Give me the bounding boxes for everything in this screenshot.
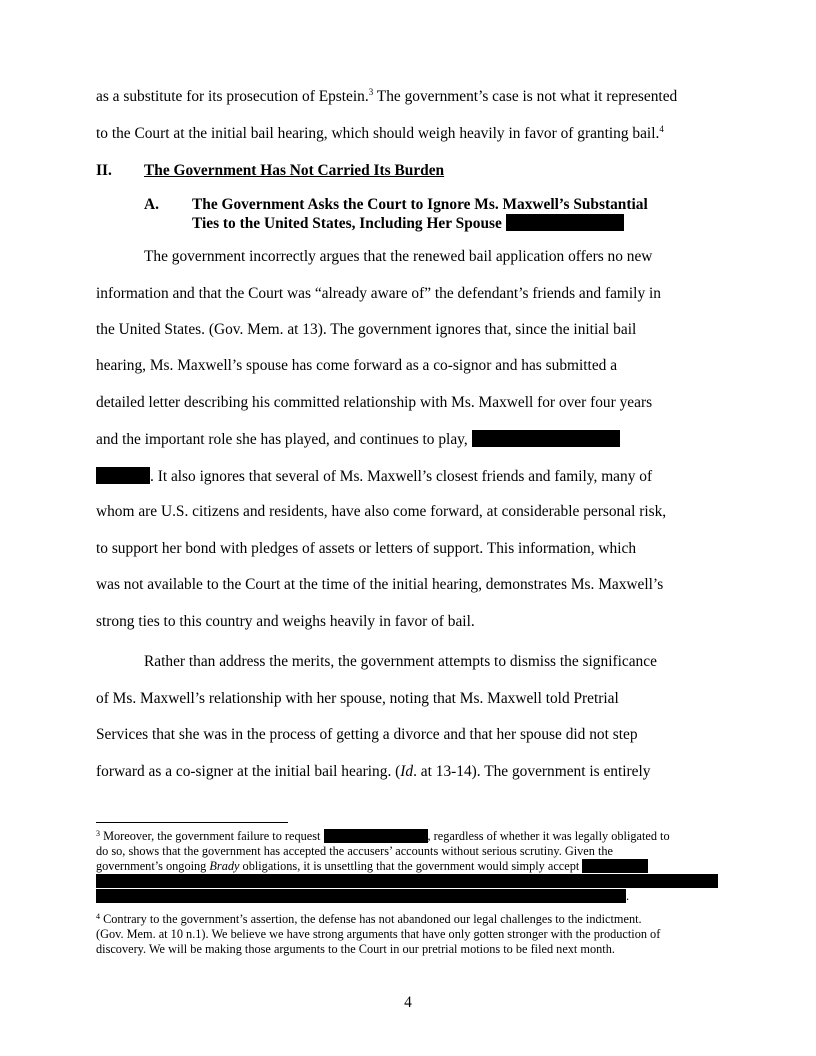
body-line: Rather than address the merits, the government attempts to dismiss the significance <box>144 653 657 670</box>
body-line: of Ms. Maxwell’s relationship with her spouse, noting that Ms. Maxwell told Pretrial <box>96 690 619 707</box>
body-line: to support her bond with pledges of assets or letters of support. This information, which <box>96 540 637 557</box>
footnote-line: (Gov. Mem. at 10 n.1). We believe we have strong arguments that have only gotten stronger with the production of <box>96 927 661 941</box>
body-line: hearing, Ms. Maxwell’s spouse has come forward as a co-signor and has submitted a <box>96 357 618 374</box>
redaction-block <box>472 430 620 447</box>
footnote-ref-3[interactable]: 3 <box>368 87 374 97</box>
body-line: and the important role she has played, and continues to play, <box>96 430 620 449</box>
body-line: forward as a co-signer at the initial bail hearing. (Id. at 13-14). The government is entirely <box>96 763 651 780</box>
subsection-heading-line2: Ties to the United States, Including Her Spouse <box>192 214 624 233</box>
redaction-block <box>324 829 428 843</box>
footnote-line: . <box>96 889 629 904</box>
body-line: whom are U.S. citizens and residents, have also come forward, at considerable personal risk, <box>96 503 667 520</box>
redaction-block <box>96 874 718 888</box>
footnote-divider <box>96 822 288 823</box>
subsection-letter: A. <box>144 196 159 213</box>
body-line: The government incorrectly argues that the renewed bail application offers no new <box>144 248 653 265</box>
footnote-ref-4[interactable]: 4 <box>659 124 664 134</box>
redaction-block <box>582 859 648 873</box>
redaction-block <box>96 467 150 484</box>
body-line: as a substitute for its prosecution of Epstein.$^3$ The government’s case is not what it represented <box>96 87 678 105</box>
subsection-heading-line1: The Government Asks the Court to Ignore Ms. Maxwell’s Substantial <box>192 196 648 213</box>
section-heading: The Government Has Not Carried Its Burden <box>144 162 445 179</box>
body-line: information and that the Court was “already aware of” the defendant’s friends and family in <box>96 285 661 302</box>
footnote-3: $^3$ Moreover, the government failure to request , regardless of whether it was legally obligated to <box>96 829 670 843</box>
redaction-block <box>506 214 624 231</box>
footnote-line: discovery. We will be making those arguments to the Court in our pretrial motions to be filed next month. <box>96 942 615 956</box>
body-line: the United States. (Gov. Mem. at 13). The government ignores that, since the initial bail <box>96 321 637 338</box>
footnote-line: government’s ongoing Brady obligations, it is unsettling that the government would simply accept <box>96 859 648 874</box>
redaction-block <box>96 889 626 903</box>
section-number: II. <box>96 162 112 179</box>
footnote-4: $^4$ Contrary to the government’s assertion, the defense has not abandoned our legal challenges to the indictment. <box>96 912 642 926</box>
body-line: . It also ignores that several of Ms. Maxwell’s closest friends and family, many of <box>96 467 652 486</box>
body-line: was not available to the Court at the time of the initial hearing, demonstrates Ms. Maxwell’s <box>96 576 664 593</box>
page-number: 4 <box>404 994 412 1011</box>
body-line: Services that she was in the process of getting a divorce and that her spouse did not step <box>96 726 638 743</box>
body-line: strong ties to this country and weighs heavily in favor of bail. <box>96 613 475 630</box>
footnote-line: do so, shows that the government has accepted the accusers’ accounts without serious scrutiny. Given the <box>96 844 614 858</box>
body-line: to the Court at the initial bail hearing, which should weigh heavily in favor of granting bail.$^4$ <box>96 124 664 142</box>
footnote-line <box>96 874 718 889</box>
body-line: detailed letter describing his committed relationship with Ms. Maxwell for over four years <box>96 394 653 411</box>
